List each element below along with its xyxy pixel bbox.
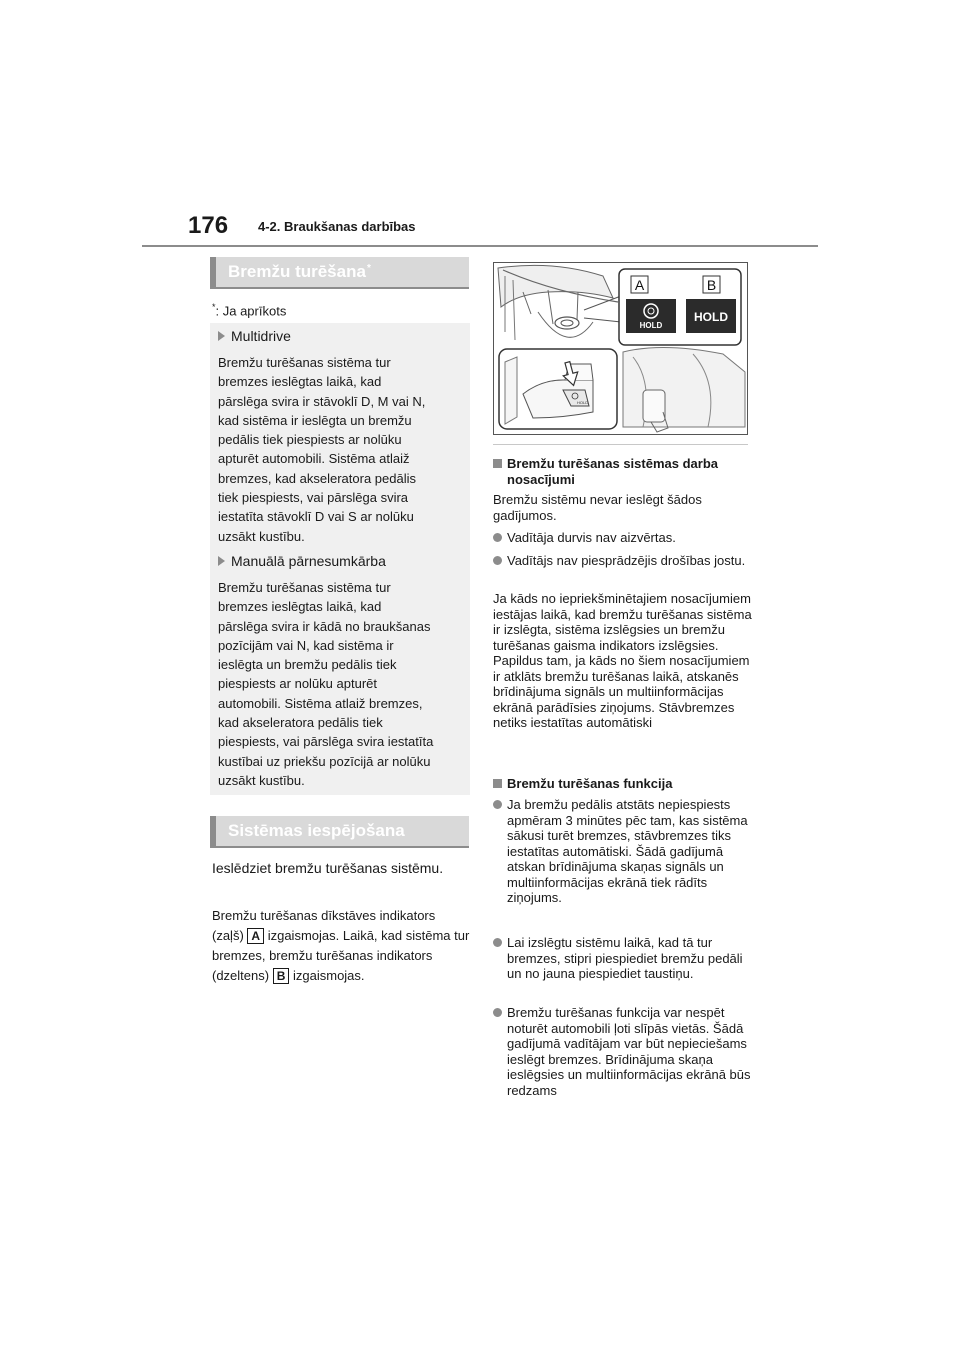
hold-button-text: HOLD xyxy=(577,400,589,405)
manual-heading-text: Manuālā pārnesumkārba xyxy=(231,553,386,569)
bullet-text: Ja bremžu pedālis atstāts nepiespiests apmēram 3 minūtes pēc tam, kas sistēma sākusi turēt bremzes, stāvbremzes tiks iestatītas automātiski. Šādā gadījumā atskan brīdinājuma skaņas signāls un multiinformācijas ekrānā tiek rādīts ziņojums. xyxy=(507,797,748,905)
text-line: piespiests, vai pārslēga svira iestatīta xyxy=(218,734,434,750)
instruction-text: Ieslēdziet bremžu turēšanas sistēmu. xyxy=(212,860,444,876)
triangle-bullet-icon xyxy=(218,331,225,341)
bullet-item xyxy=(493,1005,753,1098)
circle-bullet-icon xyxy=(493,938,502,947)
label-b-box: B xyxy=(273,968,290,984)
section-title: Bremžu turēšana xyxy=(228,262,366,281)
bullet-text: Lai izslēgtu sistēmu laikā, kad tā tur bremzes, stipri piespiediet bremžu pedāli un no jauna piespiediet taustiņu. xyxy=(507,935,743,981)
text-line: pedālis tiek piespiests ar nolūku xyxy=(218,432,402,448)
circle-bullet-icon xyxy=(493,533,502,542)
section-title-bar xyxy=(216,257,469,289)
text-line: tiek piespiests, vai pārslēga svira xyxy=(218,490,409,506)
text-line: apturēt automobili. Sistēma atlaiž xyxy=(218,451,410,467)
square-bullet-icon xyxy=(493,779,502,788)
text-line: bremzes, kad akseleratora pedālis xyxy=(218,470,416,486)
illus-label-a: A xyxy=(634,277,645,293)
footnote xyxy=(212,302,286,318)
text-line: piespiests ar nolūku apturēt xyxy=(218,676,377,692)
text-line: kustībai uz priekšu pozīcijā ar nolūku xyxy=(218,753,431,769)
section-title-bar xyxy=(216,816,469,848)
text-line: bremzes ieslēgtas laikā, kad xyxy=(218,374,382,390)
chapter-title: 4-2. Braukšanas darbības xyxy=(258,219,416,234)
heading-text: Bremžu turēšanas funkcija xyxy=(507,776,673,791)
text-line: automobili. Sistēma atlaiž bremzes, xyxy=(218,695,423,711)
indicator-paragraph xyxy=(212,906,470,986)
divider xyxy=(493,444,748,445)
text-line: kad akseleratora pedālis tiek xyxy=(218,715,383,731)
text-line: bremzes ieslēgtas laikā, kad xyxy=(218,599,382,615)
section-title: Sistēmas iespējošana xyxy=(228,821,405,840)
circle-bullet-icon xyxy=(493,1008,502,1017)
page-number: 176 xyxy=(188,212,229,239)
hold-indicator-text: HOLD xyxy=(639,321,663,330)
text-line: pārslēga svira ir kādā no braukšanas xyxy=(218,618,431,634)
conditions-heading xyxy=(493,456,753,487)
text-line: pozīcijām vai N, kad sistēma ir xyxy=(218,637,394,653)
conditions-paragraph: Ja kāds no iepriekšminētajiem nosacījumiem iestājas laikā, kad bremžu turēšanas sistēma ir izslēgta, sistēma izslēgsies un bremžu turēšanas gaisma indikators izslēgsies. Papildus tam, ja kāds no šiem nosacījumiem ir atklāts bremžu turēšanas laikā, atskanēs brīdinājuma signāls un multiinformācijas ekrānā parādīsies ziņojums. Stāvbremzes netiks iestatītas automātiski xyxy=(493,591,752,730)
square-bullet-icon xyxy=(493,459,502,468)
multidrive-paragraph xyxy=(218,353,463,546)
text-line: uzsākt kustību. xyxy=(218,772,305,788)
illus-label-b: B xyxy=(706,277,717,293)
text-line: Bremžu turēšanas sistēma tur xyxy=(218,580,391,595)
bullet-text: Vadītāja durvis nav aizvērtas. xyxy=(507,530,676,545)
bullet-item xyxy=(493,935,753,982)
text-line: pārslēga svira ir stāvoklī D, M vai N, xyxy=(218,393,426,409)
bullet-text: Vadītājs nav piesprādzējis drošības jostu. xyxy=(507,553,746,568)
heading-text: Bremžu turēšanas sistēmas darba nosacījumi xyxy=(507,456,718,487)
hold-indicator-b-text: HOLD xyxy=(694,310,728,324)
header-rule xyxy=(142,245,818,247)
function-heading xyxy=(493,776,753,792)
bullet-item xyxy=(493,530,753,546)
manual-heading xyxy=(218,553,386,569)
hold-switch-illustration xyxy=(493,262,748,435)
title-asterisk: * xyxy=(366,262,371,274)
conditions-intro: Bremžu sistēmu nevar ieslēgt šādos gadījumos. xyxy=(493,492,702,523)
footnote-asterisk: * xyxy=(212,302,216,312)
multidrive-heading xyxy=(218,328,291,344)
label-a-box: A xyxy=(247,928,264,944)
text-span: Bremžu turēšanas dīkstāves indikators (zaļš) xyxy=(212,908,436,943)
text-span: izgaismojas. xyxy=(293,968,365,983)
circle-bullet-icon xyxy=(493,800,502,809)
text-line: ieslēgta un bremžu pedālis tiek xyxy=(218,657,397,673)
bullet-item xyxy=(493,553,753,569)
manual-paragraph xyxy=(218,578,463,790)
bullet-text: Bremžu turēšanas funkcija var nespēt noturēt automobili ļoti slīpās vietās. Šādā gadījumā vadītājam var būt nepieciešams ieslēgt bremzes. Brīdinājuma skaņa ieslēgsies un multiinformācijas ekrānā būs redzams xyxy=(507,1005,751,1098)
text-line: iestatīta stāvoklī D vai S ar nolūku xyxy=(218,509,414,525)
circle-bullet-icon xyxy=(493,556,502,565)
text-line: uzsākt kustību. xyxy=(218,528,305,544)
text-line: kad sistēma ir ieslēgta un bremžu xyxy=(218,412,412,428)
footnote-text: : Ja aprīkots xyxy=(215,303,287,319)
triangle-bullet-icon xyxy=(218,556,225,566)
multidrive-heading-text: Multidrive xyxy=(231,328,291,344)
text-line: Bremžu turēšanas sistēma tur xyxy=(218,355,391,370)
text-span: izgaismojas. Laikā, kad sistēma tur bremzes, bremžu turēšanas indikators (dzeltens) xyxy=(212,928,470,983)
bullet-item xyxy=(493,797,753,906)
